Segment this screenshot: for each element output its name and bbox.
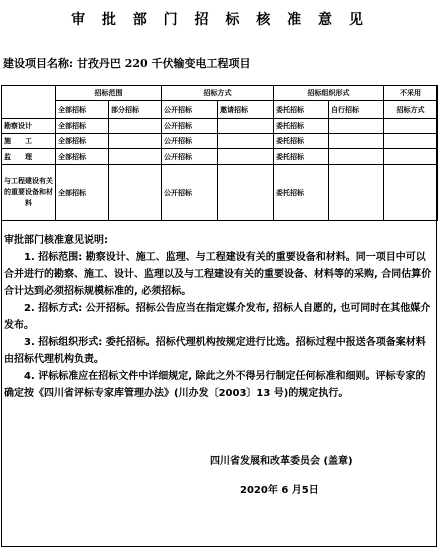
subheader-self-bidding: 自行招标: [329, 101, 384, 119]
table-cell: [384, 134, 438, 149]
issue-date: 2020年 6 月5日: [240, 485, 319, 496]
table-cell: [329, 149, 384, 165]
table-row: [2, 119, 438, 134]
row-label: 监 理: [2, 149, 56, 165]
table-sub-header-row: [2, 101, 438, 119]
issuing-authority: 四川省发展和改革委员会 (盖章): [210, 456, 353, 467]
approval-opinion: [4, 232, 434, 402]
table-cell: 公开招标: [162, 149, 218, 165]
table-cell: 公开招标: [162, 119, 218, 134]
table-cell: 委托招标: [274, 165, 329, 221]
table-row: [2, 149, 438, 165]
table-cell: [218, 165, 274, 221]
opinion-paragraph: 4. 评标标准应在招标文件中详细规定, 除此之外不得另行制定任何标准和细则。评标专家的确定按《四川省评标专家库管理办法》(川办发〔2003〕13 号)的规定执行。: [4, 371, 426, 399]
header-not-adopted: 不采用: [384, 86, 438, 101]
subheader-entrusted-bidding: 委托招标: [274, 101, 329, 119]
approval-table: [1, 85, 438, 221]
table-group-header-row: [2, 86, 438, 101]
project-name-line: 建设项目名称: 甘孜丹巴 220 千伏输变电工程项目: [3, 57, 251, 70]
table-cell: [384, 165, 438, 221]
subheader-partial-bidding: 部分招标: [109, 101, 162, 119]
table-cell: 公开招标: [162, 165, 218, 221]
table-cell: [109, 119, 162, 134]
header-bidding-method: 招标方式: [162, 86, 274, 101]
opinion-paragraph: 1. 招标范围: 勘察设计、施工、监理、与工程建设有关的重要设备和材料。同一项目中可以合并进行的勘察、施工、设计、监理以及与工程建设有关的重要设备、材料等的采购, 合同估算价合计达到必须招标规模标准的, 必须招标。: [4, 252, 432, 297]
header-bidding-scope: 招标范围: [56, 86, 162, 101]
table-cell: [329, 134, 384, 149]
table-cell: [109, 149, 162, 165]
row-label: 施 工: [2, 134, 56, 149]
table-cell: 公开招标: [162, 134, 218, 149]
row-label: 与工程建设有关的重要设备和材料: [2, 165, 56, 221]
table-cell: [329, 119, 384, 134]
table-cell: 全部招标: [56, 165, 109, 221]
table-cell: [218, 149, 274, 165]
table-cell: 委托招标: [274, 134, 329, 149]
subheader-invited-bidding: 邀请招标: [218, 101, 274, 119]
subheader-bidding-method: 招标方式: [384, 101, 438, 119]
table-cell: 委托招标: [274, 119, 329, 134]
opinion-paragraph: 3. 招标组织形式: 委托招标。招标代理机构按规定进行比选。招标过程中报送各项备案材料由招标代理机构负责。: [4, 337, 426, 365]
table-cell: [109, 165, 162, 221]
table-cell: 全部招标: [56, 119, 109, 134]
document-title: 审 批 部 门 招 标 核 准 意 见: [71, 12, 369, 28]
table-cell: 全部招标: [56, 134, 109, 149]
table-cell: 全部招标: [56, 149, 109, 165]
table-row: [2, 134, 438, 149]
table-corner-cell: [2, 86, 56, 119]
subheader-full-bidding: 全部招标: [56, 101, 109, 119]
table-cell: [384, 149, 438, 165]
row-label: 勘察设计: [2, 119, 56, 134]
opinion-paragraph: 2. 招标方式: 公开招标。招标公告应当在指定媒介发布, 招标人自愿的, 也可同时在其他媒介发布。: [4, 303, 431, 331]
table-cell: 委托招标: [274, 149, 329, 165]
table-cell: [384, 119, 438, 134]
table-cell: [329, 165, 384, 221]
table-cell: [218, 134, 274, 149]
header-bidding-organization: 招标组织形式: [274, 86, 384, 101]
table-row: [2, 165, 438, 221]
opinion-heading: 审批部门核准意见说明:: [4, 235, 108, 246]
table-cell: [218, 119, 274, 134]
table-cell: [109, 134, 162, 149]
subheader-open-bidding: 公开招标: [162, 101, 218, 119]
